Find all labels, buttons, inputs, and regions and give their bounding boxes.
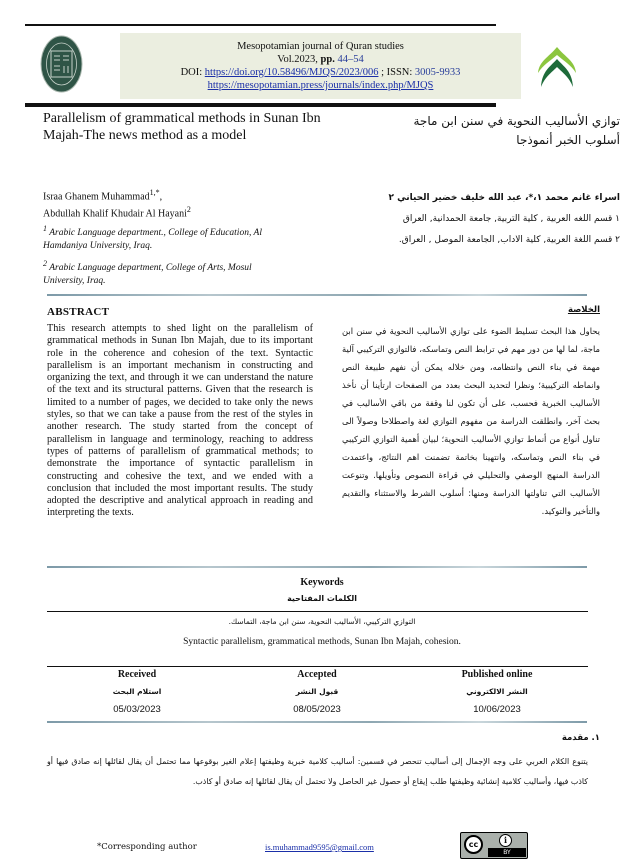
corresponding-author-label: *Corresponding author bbox=[97, 842, 197, 852]
affiliation-2-arabic: ٢ قسم اللغة العربية, كلية الاداب, الجامعة الموصل , العراق. bbox=[398, 235, 620, 245]
journal-url-link[interactable]: https://mesopotamian.press/journals/index.php/MJQS bbox=[207, 80, 434, 91]
issn-value: 3005-9933 bbox=[414, 67, 461, 78]
introduction-heading: ١. مقدمة bbox=[561, 733, 600, 743]
mesopotamian-press-seal-icon bbox=[40, 34, 83, 94]
journal-name: Mesopotamian journal of Quran studies bbox=[237, 41, 404, 52]
header-bottom-rule bbox=[25, 103, 496, 107]
keywords-arabic: التوازي التركيبي، الأساليب النحوية، سنن ابن ماجة، التماسك. bbox=[228, 617, 416, 626]
license-by-label: BY bbox=[488, 848, 526, 857]
header-top-rule bbox=[25, 24, 496, 26]
abstract-arabic: يحاول هذا البحث تسليط الضوء على توازي الأساليب النحوية في سنن ابن ماجة، لما لها من دور مهم في ترابط النص وتماسكه، فالتوازي التركيبي آلية مهمة في بناء النص وانتظامه، ومن خلاله يمكن أن نفهم طبيعة النص وانماطه التركيبية؛ ونظرا لتحديد البحث بعدد من الصفحات ارتأينا أن نأخذ الأساليب الخبرية فحسب، على أن تكون لنا وقفة من باقي الأساليب في بحث آخر، وانطلقت الدراسة من مفهوم التوازي لغة واصطلاحا وصولاً الى تناول أنواع من أنماط توازي الأساليب النحوية؛ لبيان أهمية التوازي التركيبي في بناء النص وتماسكه، وانتهينا بخاتمة تضمنت اهم النتائج، واعتمدت الدراسة المنهج الوصفي والتحليلي في قراءة النصوص وتأويلها. وتنوعت الأساليب التي تناولتها الدراسة ومنها: أسلوب الشرط والاستثناء والتقديم والتأخير والتوكيد. bbox=[342, 326, 600, 516]
keywords-rule bbox=[47, 611, 588, 612]
affiliation-1: $^1$ Arabic Language department., College of Education, Al Hamdaniya University, Iraq. bbox=[43, 223, 262, 251]
creative-commons-by-icon[interactable] bbox=[460, 832, 528, 859]
section-divider bbox=[47, 294, 587, 296]
authors-arabic bbox=[330, 188, 620, 251]
corresponding-author-email[interactable]: is.muhammad9595@gmail.com bbox=[265, 842, 374, 852]
abstract-heading-english: ABSTRACT bbox=[47, 306, 110, 318]
author-1: Israa Ghanem Muhammad$^{1,*}$, bbox=[43, 188, 163, 203]
page-range: 44–54 bbox=[337, 54, 364, 65]
doi-link[interactable]: https://doi.org/10.58496/MJQS/2023/006 bbox=[204, 67, 379, 78]
publication-dates bbox=[47, 668, 587, 718]
keywords-english: Syntactic parallelism, grammatical methods, Sunan Ibn Majah, cohesion. bbox=[183, 637, 461, 647]
date-received: Received استلام البحث 05/03/2023 bbox=[112, 669, 162, 715]
green-arch-logo-icon bbox=[535, 45, 580, 93]
authors-english bbox=[43, 186, 293, 288]
journal-header-box bbox=[120, 33, 521, 99]
cc-icon: cc bbox=[464, 835, 483, 854]
affiliation-1-arabic: ١ قسم اللغه العربية , كلية التربية, جامعة الحمدانية, العراق bbox=[402, 214, 620, 224]
author-names-arabic: اسراء غانم محمد ١،*، عبد الله خليف خضير الحياني ٢ bbox=[388, 193, 620, 203]
affiliation-2: $^2$ Arabic Language department, College of Arts, Mosul University, Iraq. bbox=[43, 258, 252, 286]
abstract-english: This research attempts to shed light on the parallelism of grammatical methods in Sunan Ibn Majah, due to its important role in the coherence and cohesion of the text. Syntactic parallelism is an important mechanism in constructing and organizing the text, and through it we can understand the nature of the text and its structural patterns. Given that the research is limited to a number of pages, we decided to take only the news styles, so that we can take a pause from the rest of the styles in another research. The study started from the concept of parallelism in language and terminology, reaching to address types of patterns of parallelism of grammatical methods; to demonstrate the importance of syntactic parallelism in constructing and cohesive the text, and we ended with a conclusion that included the most important results. The study adopted the descriptive and analytical approach in reading and interpreting the texts. bbox=[47, 323, 313, 519]
section-divider bbox=[47, 566, 587, 568]
date-published: Published online النشر الالكتروني 10/06/2023 bbox=[461, 669, 533, 715]
article-title-arabic: توازي الأساليب النحوية في سنن ابن ماجة أسلوب الخبر أنموذجا bbox=[413, 114, 620, 147]
section-divider bbox=[47, 721, 587, 723]
doi-line: DOI: https://doi.org/10.58496/MJQS/2023/006 ; ISSN: 3005-9933 bbox=[180, 67, 461, 78]
keywords-heading-arabic: الكلمات المفتاحية bbox=[287, 594, 357, 603]
dates-rule bbox=[47, 666, 588, 667]
keywords-heading-english: Keywords bbox=[300, 577, 344, 588]
abstract-heading-arabic: الخلاصة bbox=[567, 305, 600, 315]
date-accepted: Accepted قبول النشر 08/05/2023 bbox=[293, 669, 341, 715]
attribution-person-icon: i bbox=[499, 834, 512, 847]
volume-pages: Vol.2023, pp. 44–54 bbox=[277, 54, 364, 65]
introduction-text: يتنوع الكلام العربي على وجه الإجمال إلى أساليب تنحصر في قسمين: أساليب كلامية خبرية وظيفتها إعلام الغير بوقوعها مما تحتمل أن يقال لقائلها إنه صادق فيها أو كاذب فيها، وأساليب كلامية إنشائية وظيفتها طلب إيقاع أو حصول غير الحاصل ولا تحتمل أن يقال لقائلها إنه صادق أو كاذب. bbox=[47, 757, 588, 786]
article-title-english: Parallelism of grammatical methods in Sunan Ibn Majah-The news method as a model bbox=[43, 111, 321, 143]
author-2: Abdullah Khalif Khudair Al Hayani$^2$ bbox=[43, 205, 191, 220]
